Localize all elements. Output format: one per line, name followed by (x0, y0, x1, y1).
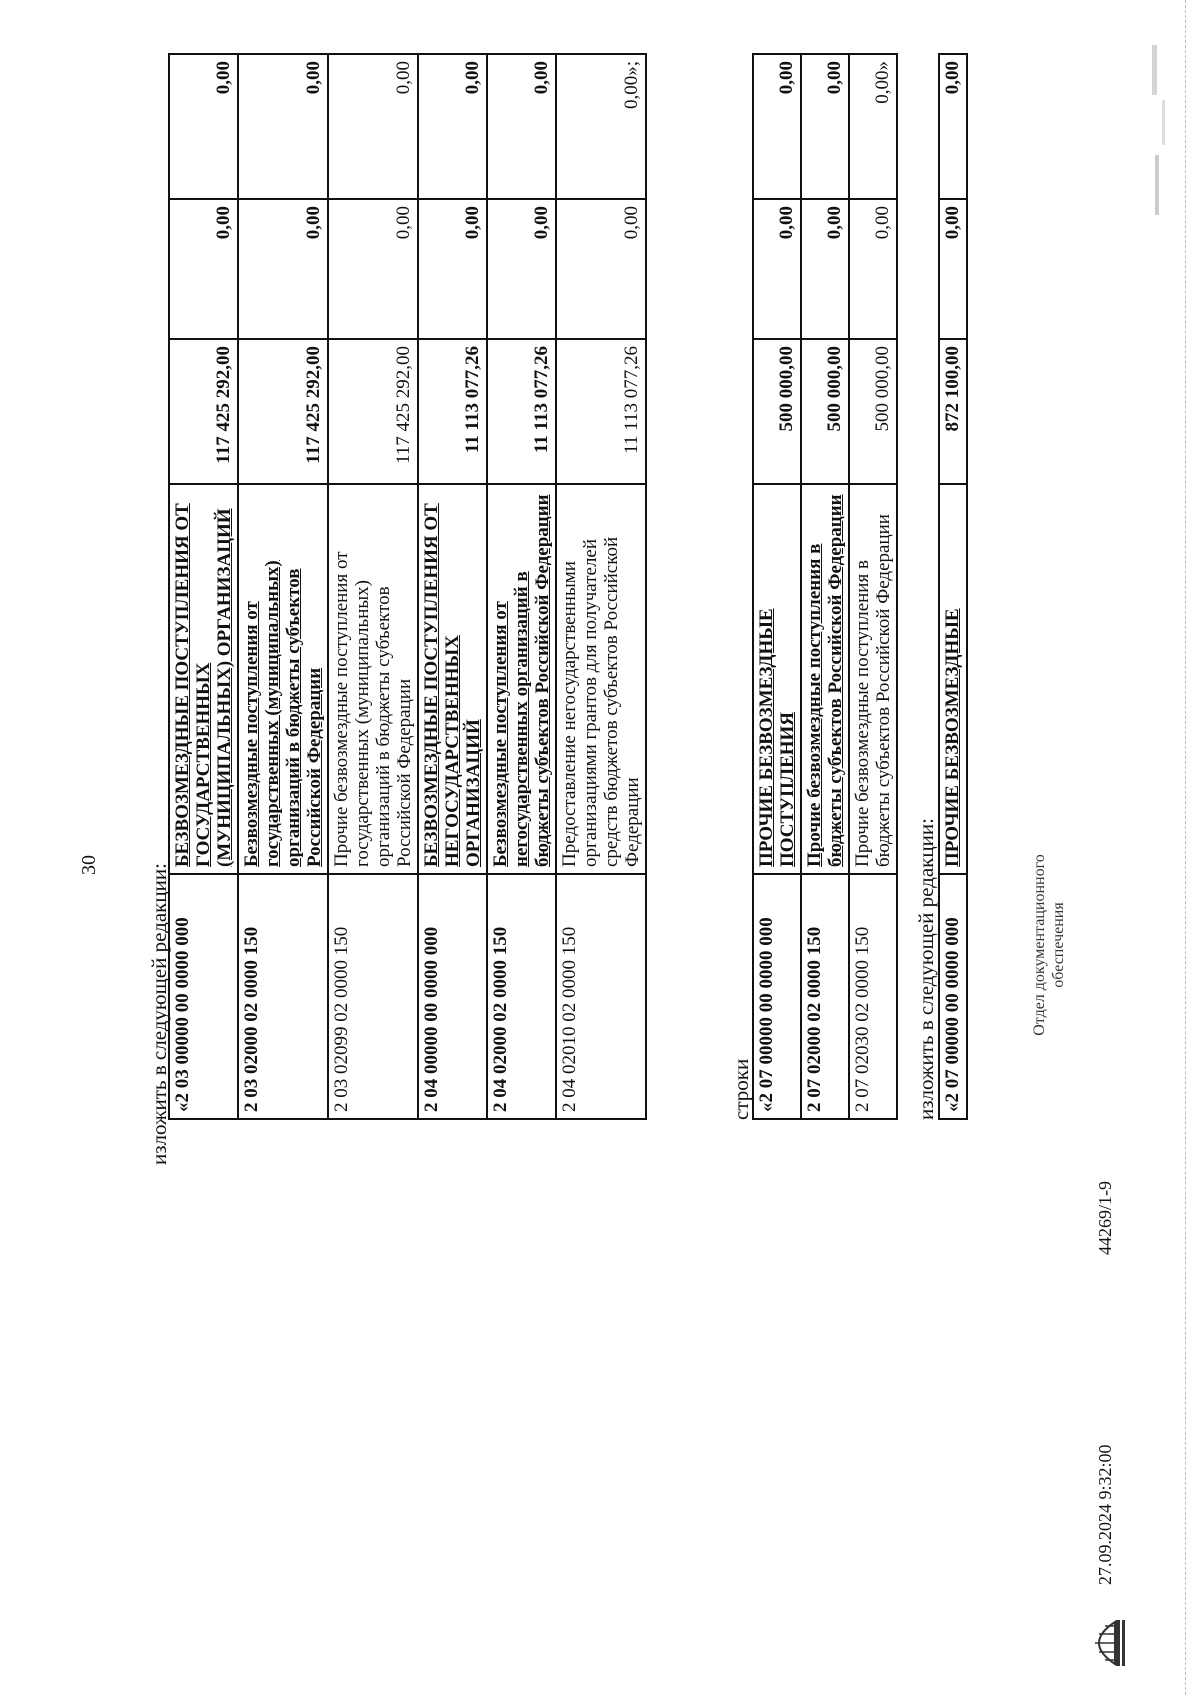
table-row (753, 54, 801, 1119)
table-row (169, 54, 238, 1119)
row-value-1: 117 425 292,00 (328, 339, 418, 484)
row-value-2: 0,00 (753, 199, 801, 339)
table-row (487, 54, 556, 1119)
row-code: 2 04 02010 02 0000 150 (556, 874, 646, 1119)
row-value-2: 0,00 (556, 199, 646, 339)
row-name: Прочие безвозмездные поступления в бюджеты субъектов Российской Федерации (849, 484, 897, 874)
row-value-3: 0,00 (169, 54, 238, 199)
row-value-3: 0,00»; (556, 54, 646, 199)
row-value-1: 117 425 292,00 (169, 339, 238, 484)
heading-edit-2: изложить в следующей редакции: (914, 818, 938, 1120)
row-value-1: 11 113 077,26 (556, 339, 646, 484)
revenue-table-2 (752, 53, 898, 1120)
revenue-table-1 (168, 53, 647, 1120)
row-value-1: 500 000,00 (849, 339, 897, 484)
heading-edit-1: изложить в следующей редакции: (147, 863, 171, 1165)
row-value-1: 500 000,00 (753, 339, 801, 484)
row-name: БЕЗВОЗМЕЗДНЫЕ ПОСТУПЛЕНИЯ ОТ ГОСУДАРСТВЕННЫХ (МУНИЦИПАЛЬНЫХ) ОРГАНИЗАЦИЙ (169, 484, 238, 874)
row-value-1: 11 113 077,26 (487, 339, 556, 484)
row-value-2: 0,00 (328, 199, 418, 339)
row-value-2: 0,00 (801, 199, 849, 339)
table-row (418, 54, 487, 1119)
row-value-2: 0,00 (238, 199, 328, 339)
stamp-line-2: обеспечения (1050, 902, 1067, 988)
row-value-3: 0,00 (487, 54, 556, 199)
row-name: Прочие безвозмездные поступления в бюджеты субъектов Российской Федерации (801, 484, 849, 874)
stamp-line-1: Отдел документационного (1031, 854, 1048, 1036)
row-name: Предоставление негосударственными организациями грантов для получателей средств бюджетов субъектов Российской Федерации (556, 484, 646, 874)
row-code: «2 07 00000 00 0000 000 (939, 874, 967, 1119)
row-value-3: 0,00 (753, 54, 801, 199)
table-row (328, 54, 418, 1119)
row-code: «2 03 00000 00 0000 000 (169, 874, 238, 1119)
footer-date: 27.09.2024 9:32:00 (1095, 1444, 1115, 1585)
label-rows: строки (729, 1058, 753, 1120)
row-code: «2 07 00000 00 0000 000 (753, 874, 801, 1119)
table-row (939, 54, 967, 1119)
row-value-3: 0,00 (418, 54, 487, 199)
row-name: Безвозмездные поступления от государственных (муниципальных) организаций в бюджеты субъектов Российской Федерации (238, 484, 328, 874)
row-value-3: 0,00 (238, 54, 328, 199)
row-code: 2 07 02000 02 0000 150 (801, 874, 849, 1119)
page-number: 30 (78, 855, 100, 875)
row-value-1: 872 100,00 (939, 339, 967, 484)
row-code: 2 07 02030 02 0000 150 (849, 874, 897, 1119)
row-name: ПРОЧИЕ БЕЗВОЗМЕЗДНЫЕ (939, 484, 967, 874)
row-value-1: 117 425 292,00 (238, 339, 328, 484)
row-value-2: 0,00 (487, 199, 556, 339)
table-row (238, 54, 328, 1119)
row-value-2: 0,00 (939, 199, 967, 339)
table-row (556, 54, 646, 1119)
row-code: 2 04 02000 02 0000 150 (487, 874, 556, 1119)
row-value-3: 0,00 (801, 54, 849, 199)
department-stamp (1030, 795, 1068, 1095)
row-value-3: 0,00 (328, 54, 418, 199)
duma-logo-icon (1075, 1616, 1129, 1670)
row-value-2: 0,00 (169, 199, 238, 339)
row-code: 2 04 00000 00 0000 000 (418, 874, 487, 1119)
row-name: Безвозмездные поступления от негосударственных организаций в бюджеты субъектов Российской Федерации (487, 484, 556, 874)
row-code: 2 03 02000 02 0000 150 (238, 874, 328, 1119)
row-name: ПРОЧИЕ БЕЗВОЗМЕЗДНЫЕ ПОСТУПЛЕНИЯ (753, 484, 801, 874)
row-value-2: 0,00 (418, 199, 487, 339)
table-row (801, 54, 849, 1119)
scan-noise-mark (1140, 25, 1190, 225)
scan-margin-line (1185, 0, 1186, 1695)
table-row (849, 54, 897, 1119)
row-name: Прочие безвозмездные поступления от государственных (муниципальных) организаций в бюджеты субъектов Российской Федерации (328, 484, 418, 874)
row-name: БЕЗВОЗМЕЗДНЫЕ ПОСТУПЛЕНИЯ ОТ НЕГОСУДАРСТВЕННЫХ ОРГАНИЗАЦИЙ (418, 484, 487, 874)
row-value-3: 0,00» (849, 54, 897, 199)
row-value-3: 0,00 (939, 54, 967, 199)
row-value-2: 0,00 (849, 199, 897, 339)
revenue-table-3 (938, 53, 968, 1120)
row-value-1: 11 113 077,26 (418, 339, 487, 484)
row-code: 2 03 02099 02 0000 150 (328, 874, 418, 1119)
footer-doc-number: 44269/1-9 (1095, 1181, 1115, 1255)
row-value-1: 500 000,00 (801, 339, 849, 484)
